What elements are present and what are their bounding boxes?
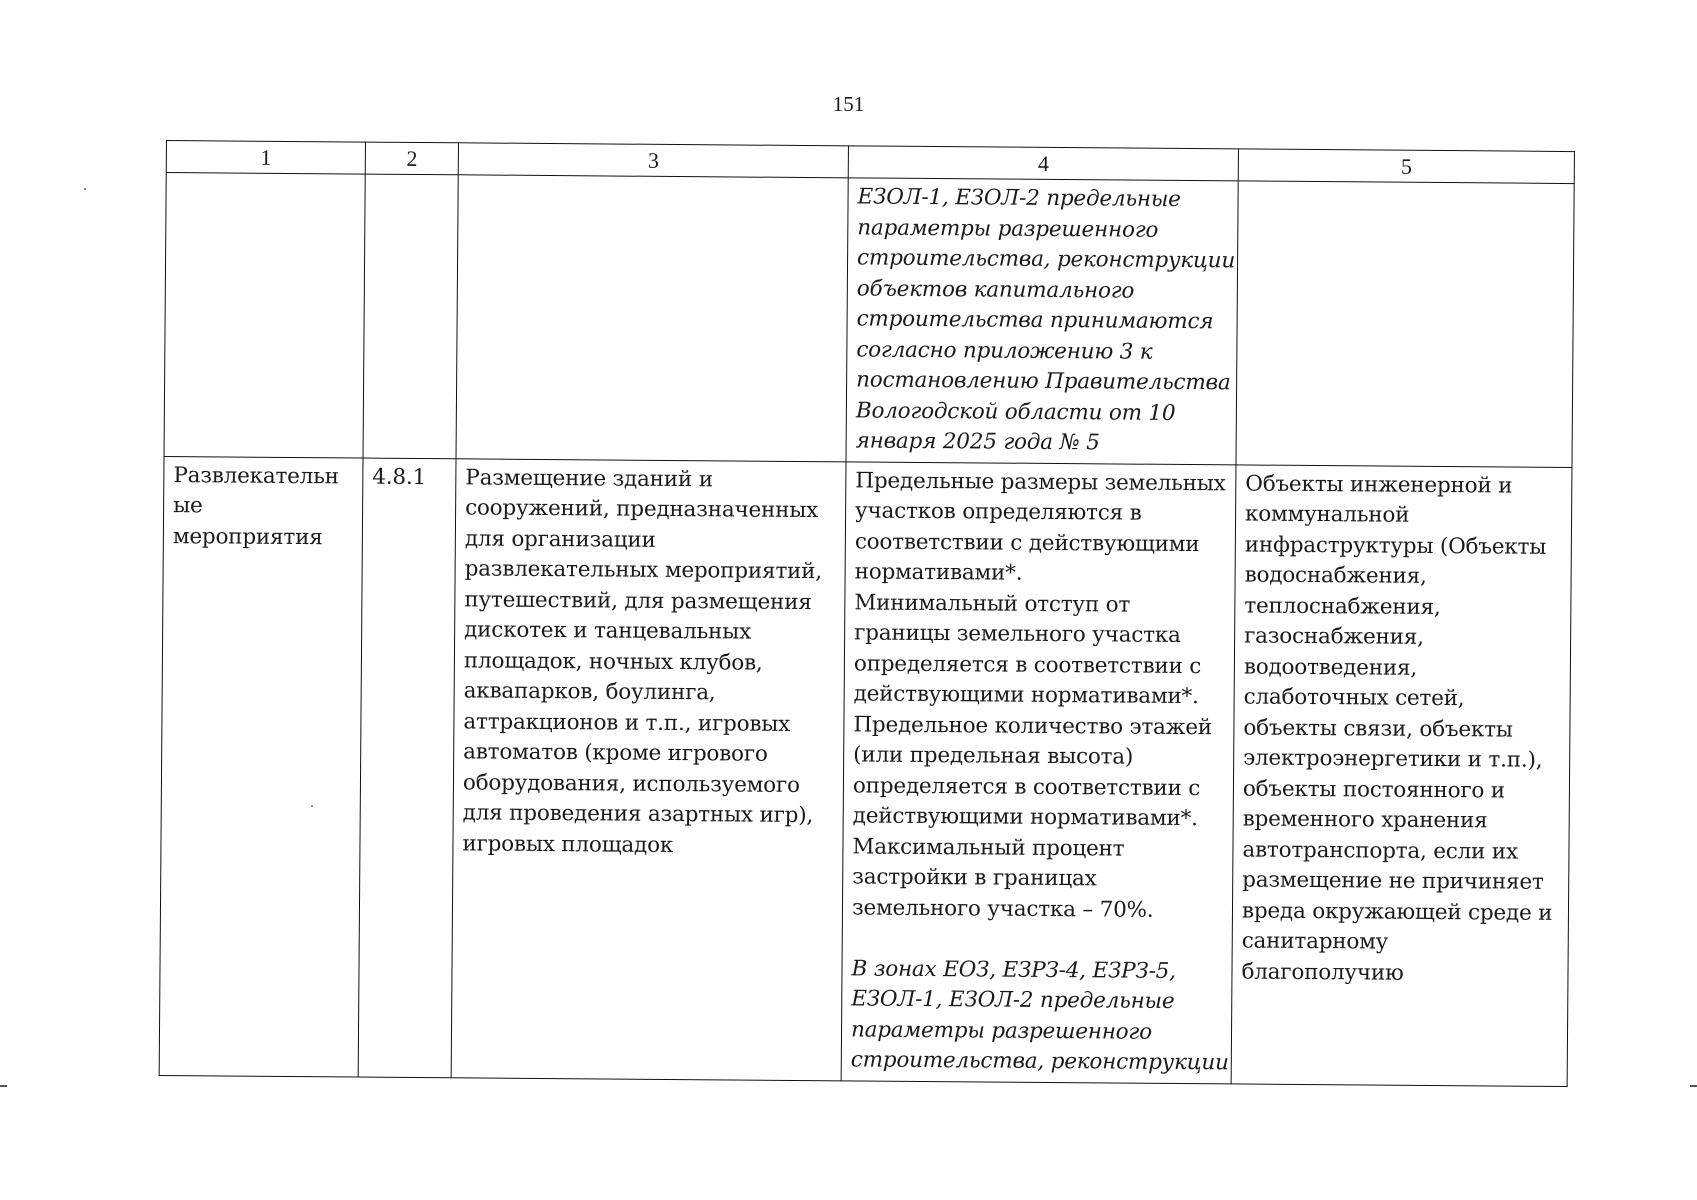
text-line: 4.8.1 bbox=[372, 464, 427, 490]
zoning-table bbox=[159, 140, 1575, 1087]
text-line: теплоснабжения, bbox=[1244, 592, 1441, 620]
text-line: оборудования, используемого bbox=[462, 769, 800, 798]
text-line: для проведения азартных игр), bbox=[462, 800, 814, 829]
text-line: Развлекательн bbox=[173, 462, 339, 489]
cont-cell-4-parameters bbox=[846, 178, 1238, 465]
text-line: объекты постоянного и bbox=[1242, 775, 1506, 804]
column-header-2: 2 bbox=[365, 142, 458, 175]
text-line-italic: В зонах ЕОЗ, ЕЗРЗ-4, ЕЗРЗ-5, bbox=[851, 955, 1176, 984]
text-line-italic: ЕЗОЛ-1, ЕЗОЛ-2 предельные bbox=[851, 986, 1175, 1014]
text-line: электроэнергетики и т.п.), bbox=[1243, 745, 1543, 773]
text-line: развлекательных мероприятий, bbox=[464, 556, 823, 585]
text-line: газоснабжения, bbox=[1244, 623, 1424, 650]
text-line: мероприятия bbox=[172, 523, 323, 550]
text-line-italic: параметры разрешенного bbox=[850, 1016, 1152, 1045]
text-line: Максимальный процент bbox=[852, 833, 1125, 862]
text-line: аттракционов и т.п., игровых bbox=[463, 708, 791, 737]
text-line: параметры разрешенного bbox=[857, 214, 1159, 243]
text-line: границы земельного участка bbox=[854, 620, 1181, 648]
text-line: действующими нормативами*. bbox=[852, 803, 1198, 832]
scan-speck bbox=[311, 805, 313, 807]
table-row-continuation bbox=[164, 173, 1574, 468]
paragraph-gap bbox=[852, 923, 1224, 956]
text-line: земельного участка – 70%. bbox=[851, 894, 1154, 923]
text-line: Объекты инженерной и bbox=[1245, 470, 1513, 499]
text-line: дискотек и танцевальных bbox=[464, 617, 752, 645]
cont-cell-3 bbox=[456, 175, 848, 462]
text-line: согласно приложению 3 к bbox=[856, 336, 1153, 365]
cont-cell-2 bbox=[363, 174, 458, 458]
text-line: аквапарков, боулинга, bbox=[463, 678, 716, 706]
text-line: для организации bbox=[464, 525, 656, 553]
text-line: Размещение зданий и bbox=[465, 464, 713, 492]
text-line: автотранспорта, если их bbox=[1242, 836, 1519, 865]
scan-speck bbox=[84, 188, 86, 190]
text-line: временного хранения bbox=[1242, 806, 1488, 834]
column-header-1: 1 bbox=[166, 141, 365, 175]
text-line: строительства принимаются bbox=[856, 306, 1214, 335]
text-line: Вологодской области от 10 bbox=[855, 397, 1176, 426]
text-line: ые bbox=[173, 493, 203, 519]
text-line: Предельное количество этажей bbox=[853, 711, 1213, 740]
text-line: нормативами*. bbox=[854, 559, 1023, 586]
text-line: определяется в соответствии с bbox=[853, 650, 1202, 679]
text-line: ЕЗОЛ-1, ЕЗОЛ-2 предельные bbox=[857, 184, 1181, 212]
table-row-entertainment bbox=[159, 456, 1572, 1086]
text-line: строительства, реконструкции bbox=[856, 245, 1236, 274]
page-number: 151 bbox=[832, 92, 865, 116]
cont-cell-1 bbox=[164, 173, 365, 458]
scan-edge-mark bbox=[0, 1085, 7, 1087]
parameters-cell bbox=[841, 461, 1236, 1083]
land-use-code-cell bbox=[358, 458, 456, 1078]
text-line: вреда окружающей среде и bbox=[1241, 897, 1553, 926]
column-header-4: 4 bbox=[848, 146, 1238, 181]
text-line: соответствии с действующими bbox=[854, 528, 1200, 557]
text-line: путешествий, для размещения bbox=[464, 586, 812, 615]
text-line: коммунальной bbox=[1244, 501, 1410, 528]
text-line: водоснабжения, bbox=[1244, 562, 1427, 589]
text-line: постановлению Правительства bbox=[856, 367, 1231, 396]
text-line: слаботочных сетей, bbox=[1243, 684, 1465, 712]
text-line: объекты связи, объекты bbox=[1243, 714, 1513, 743]
text-line: санитарному bbox=[1241, 928, 1389, 955]
text-line: участков определяются в bbox=[855, 498, 1142, 526]
scan-edge-mark bbox=[1690, 1085, 1697, 1087]
text-line: Минимальный отступ от bbox=[854, 589, 1131, 618]
text-line: водоотведения, bbox=[1243, 653, 1418, 681]
text-line: объектов капитального bbox=[856, 275, 1135, 304]
text-line: размещение не причиняет bbox=[1242, 867, 1544, 895]
text-line: благополучию bbox=[1241, 958, 1404, 986]
text-line: площадок, ночных клубов, bbox=[463, 647, 763, 676]
text-line: (или предельная высота) bbox=[853, 742, 1134, 770]
text-line: действующими нормативами*. bbox=[853, 681, 1199, 710]
text-line: сооружений, предназначенных bbox=[465, 495, 819, 524]
text-line: инфраструктуры (Объекты bbox=[1244, 531, 1547, 560]
column-header-5: 5 bbox=[1238, 149, 1574, 184]
text-line: автоматов (кроме игрового bbox=[463, 739, 768, 767]
text-line: Предельные размеры земельных bbox=[855, 467, 1226, 496]
text-line: определяется в соответствии с bbox=[852, 772, 1201, 801]
text-line-italic: строительства, реконструкции bbox=[850, 1047, 1229, 1076]
cont-cell-5 bbox=[1236, 181, 1574, 467]
text-line: января 2025 года № 5 bbox=[855, 428, 1100, 456]
column-header-3: 3 bbox=[458, 143, 848, 178]
text-line: игровых площадок bbox=[462, 830, 674, 858]
land-use-name-cell bbox=[159, 456, 363, 1077]
auxiliary-objects-cell bbox=[1231, 464, 1572, 1086]
text-line: застройки в границах bbox=[852, 864, 1097, 892]
description-cell bbox=[451, 458, 846, 1080]
